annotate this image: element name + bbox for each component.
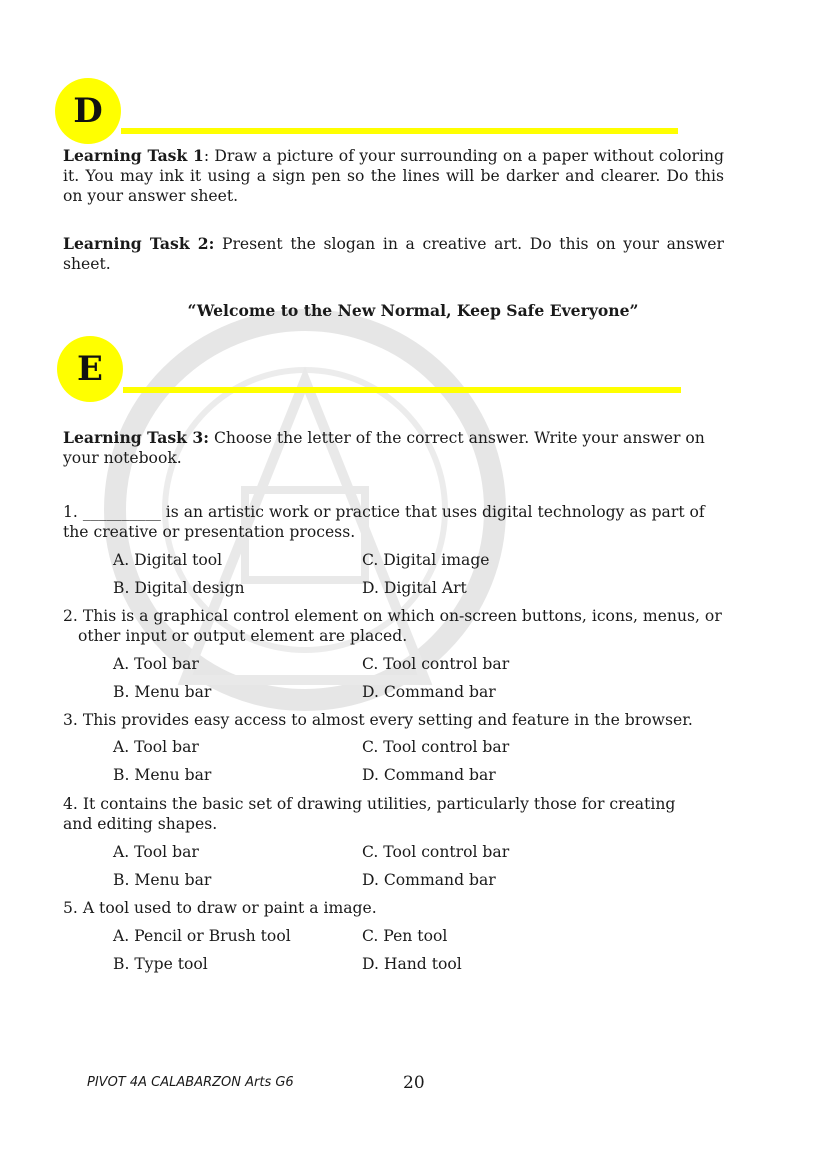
- task1-label: Learning Task 1: [63, 146, 204, 165]
- section-d-badge: [55, 78, 121, 144]
- q1-option-d: D. Digital Art: [362, 579, 467, 597]
- q5-option-c: C. Pen tool: [362, 927, 448, 945]
- task3-label: Learning Task 3:: [63, 428, 209, 447]
- question-1: 1. __________ is an artistic work or practice that uses digital technology as part of the creative or presentation process.: [63, 503, 705, 541]
- q4-option-c: C. Tool control bar: [362, 843, 510, 861]
- section-d-underline: [121, 128, 678, 134]
- task1-text: : Draw a picture of your surrounding on a paper without coloring it. You may ink it using a sign pen so the lines will be darker and clearer. Do this on your answer sheet.: [63, 147, 724, 205]
- q5-option-b: B. Type tool: [113, 955, 208, 973]
- question-2-text: 2. This is a graphical control element on which on-screen buttons, icons, menus, or other input or output element are placed.: [63, 607, 722, 645]
- q4-option-d: D. Command bar: [362, 871, 496, 889]
- page-number: 20: [403, 1073, 425, 1093]
- q1-option-a: A. Digital tool: [113, 551, 223, 569]
- section-e-underline: [123, 387, 681, 393]
- q2-option-a: A. Tool bar: [113, 655, 199, 673]
- q3-option-b: B. Menu bar: [113, 766, 212, 784]
- learning-task-2: [63, 234, 724, 274]
- q1-option-c: C. Digital image: [362, 551, 490, 569]
- q4-option-b: B. Menu bar: [113, 871, 212, 889]
- q1-option-b: B. Digital design: [113, 579, 245, 597]
- question-2: [63, 606, 728, 646]
- q4-option-a: A. Tool bar: [113, 843, 199, 861]
- q3-option-a: A. Tool bar: [113, 738, 199, 756]
- footer-title: PIVOT 4A CALABARZON Arts G6: [87, 1075, 294, 1090]
- question-4: 4. It contains the basic set of drawing utilities, particularly those for creating and editing shapes.: [63, 795, 676, 833]
- task3-text: Choose the letter of the correct answer. Write your answer on your notebook.: [63, 429, 705, 467]
- q3-option-c: C. Tool control bar: [362, 738, 510, 756]
- task2-text: Present the slogan in a creative art. Do this on your answer sheet.: [63, 235, 724, 273]
- question-5: 5. A tool used to draw or paint a image.: [63, 899, 377, 917]
- section-d-letter: D: [73, 91, 103, 131]
- q5-option-a: A. Pencil or Brush tool: [113, 927, 291, 945]
- section-e-badge: [57, 336, 123, 402]
- q2-option-c: C. Tool control bar: [362, 655, 510, 673]
- task2-label: Learning Task 2:: [63, 234, 215, 253]
- q3-option-d: D. Command bar: [362, 766, 496, 784]
- q2-option-d: D. Command bar: [362, 683, 496, 701]
- q2-option-b: B. Menu bar: [113, 683, 212, 701]
- slogan: “Welcome to the New Normal, Keep Safe Everyone”: [187, 301, 639, 320]
- q5-option-d: D. Hand tool: [362, 955, 462, 973]
- learning-task-1: [63, 146, 724, 206]
- learning-task-3: [63, 428, 743, 468]
- section-e-letter: E: [77, 349, 103, 389]
- question-3: 3. This provides easy access to almost every setting and feature in the browser.: [63, 711, 693, 729]
